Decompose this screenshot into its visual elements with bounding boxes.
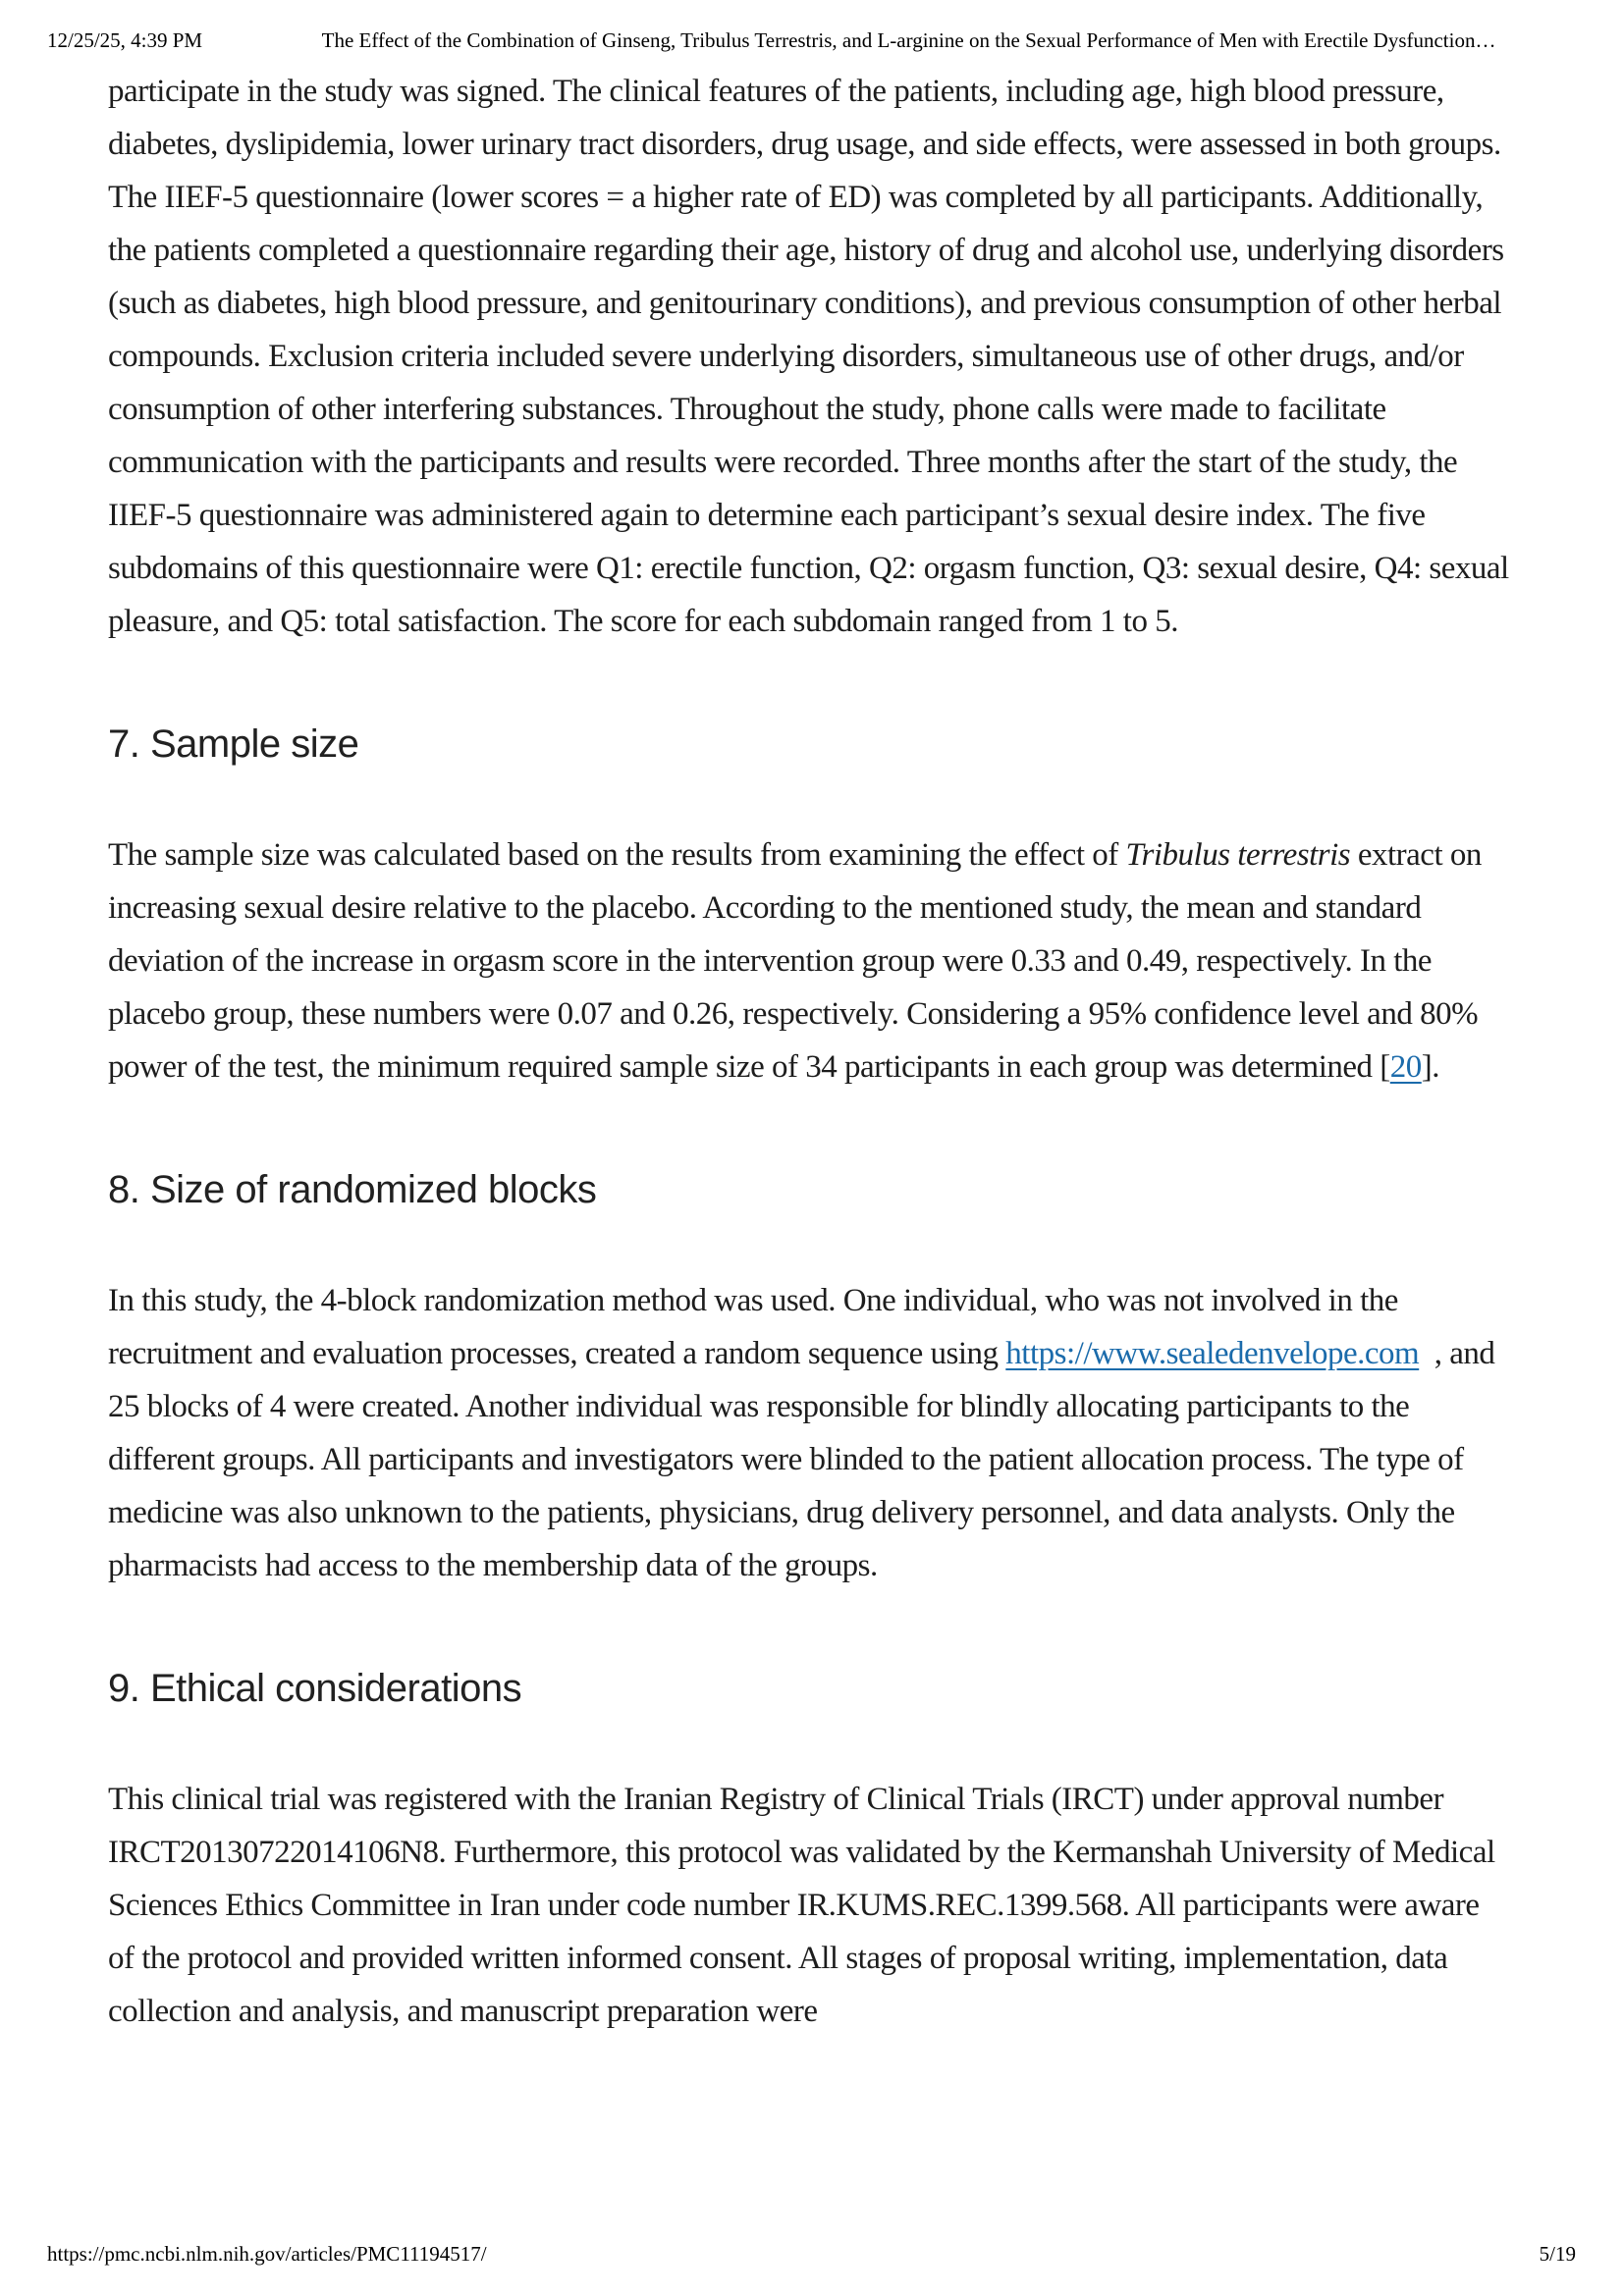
page-number: 5/19 [1539, 2242, 1576, 2266]
text-run: participate in the study was signed. The clinical features of the patients, including age, high blood pressure, diabetes, dyslipidemia, lower urinary tract disorders, drug usage, and side effects, were assessed in both groups. The IIEF-5 questionnaire (lower scores = a higher rate of ED) was completed by all participants. Additionally, the patients completed a questionnaire regarding their age, history of drug and alcohol use, underlying disorders (such as diabetes, high blood pressure, and genitourinary conditions), and previous consumption of other herbal compounds. Exclusion criteria included severe underlying disorders, simultaneous use of other drugs, and/or consumption of other interfering substances. Throughout the study, phone calls were made to facilitate communication with the participants and results were recorded. Three months after the start of the study, the IIEF-5 questionnaire was administered again to determine each participant’s sexual desire index. The five subdomains of this questionnaire were Q1: erectile function, Q2: orgasm function, Q3: sexual desire, Q4: sexual pleasure, and Q5: total satisfaction. The score for each subdomain ranged from 1 to 5. [108, 74, 1509, 639]
italic-text: Tribulus terrestris [1125, 837, 1351, 873]
paragraph [108, 1773, 1512, 2038]
section-heading: 8. Size of randomized blocks [108, 1168, 597, 1211]
paragraph [108, 65, 1512, 648]
external-link-sealedenvelope[interactable]: https://www.sealedenvelope.com [1005, 1336, 1420, 1371]
section-heading: 9. Ethical considerations [108, 1667, 522, 1710]
print-title: The Effect of the Combination of Ginseng, Tribulus Terrestris, and L-arginine on the Sexual Performance of Men with Erectile Dysfunction… [321, 28, 1496, 52]
text-run: ]. [1421, 1049, 1440, 1085]
paragraph [108, 828, 1512, 1094]
print-footer [47, 2241, 1576, 2267]
citation-link-20[interactable]: 20 [1389, 1049, 1422, 1085]
text-run: The sample size was calculated based on the results from examining the effect of [108, 837, 1126, 873]
text-run: This clinical trial was registered with the Iranian Registry of Clinical Trials (IRCT) under approval number IRCT20130722014106N8. Furthermore, this protocol was validated by the Kermanshah University of Medical Sciences Ethics Committee in Iran under code number IR.KUMS.REC.1399.568. All participants were aware of the protocol and provided written informed consent. All stages of proposal writing, implementation, data collection and analysis, and manuscript preparation were [108, 1782, 1495, 2029]
source-url: https://pmc.ncbi.nlm.nih.gov/articles/PMC11194517/ [47, 2242, 487, 2266]
article-section [108, 1661, 1512, 2038]
text-run: extract on increasing sexual desire relative to the placebo. According to the mentioned study, the mean and standard deviation of the increase in orgasm score in the intervention group were 0.33 and 0.49, respectively. In the placebo group, these numbers were 0.07 and 0.26, respectively. Considering a 95% confidence level and 80% power of the test, the minimum required sample size of 34 participants in each group was determined [ [108, 837, 1482, 1085]
article-section [108, 1162, 1512, 1592]
text-run: In this study, the 4-block randomization method was used. One individual, who was not involved in the recruitment and evaluation processes, created a random sequence using [108, 1283, 1398, 1371]
paragraph [108, 1274, 1512, 1592]
print-datetime: 12/25/25, 4:39 PM [47, 28, 203, 52]
article-section [108, 717, 1512, 1094]
section-heading: 7. Sample size [108, 722, 359, 766]
article-body [108, 65, 1512, 2038]
article-section [108, 65, 1512, 648]
print-header [47, 27, 1576, 53]
text-run: , and 25 blocks of 4 were created. Another individual was responsible for blindly allocating participants to the different groups. All participants and investigators were blinded to the patient allocation process. The type of medicine was also unknown to the patients, physicians, drug delivery personnel, and data analysts. Only the pharmacists had access to the membership data of the groups. [108, 1336, 1495, 1583]
